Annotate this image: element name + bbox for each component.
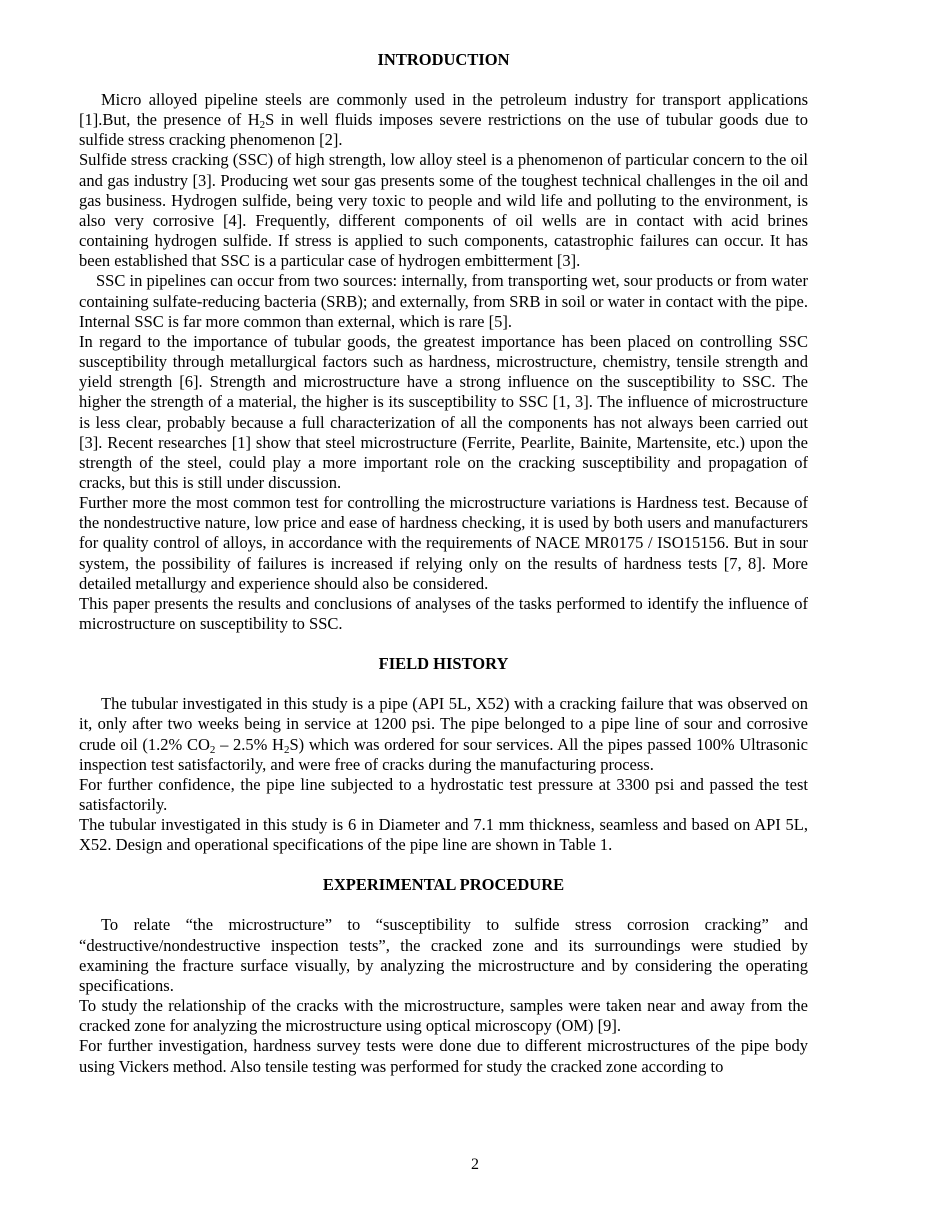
heading-field-history: FIELD HISTORY [378, 654, 509, 674]
field-history-body [79, 694, 808, 855]
section-field-history [79, 654, 808, 855]
page-number: 2 [471, 1156, 479, 1173]
introduction-paragraph-5: Further more the most common test for controlling the microstructure variations is Hardness test. Because of the nondestructive nature, low price and ease of hardness checking, it is used by both users and manufacturers for quality control of alloys, in accordance with the requirements of NACE MR0175 / ISO15156. But in sour system, the possibility of failures is increased if relying only on the results of hardness tests [7, 8]. More detailed metallurgy and experience should also be considered. [79, 493, 808, 593]
introduction-body [79, 90, 808, 634]
field-history-paragraph-3: The tubular investigated in this study is 6 in Diameter and 7.1 mm thickness, seamless and based on API 5L, X52. Design and operational specifications of the pipe line are shown in Table 1. [79, 815, 808, 855]
heading-introduction: INTRODUCTION [377, 50, 510, 69]
field-history-paragraph-2: For further confidence, the pipe line subjected to a hydrostatic test pressure at 3300 psi and passed the test satisfactorily. [79, 774, 808, 814]
section-introduction [79, 50, 808, 634]
heading-experimental-procedure: EXPERIMENTAL PROCEDURE [322, 875, 565, 895]
page-content [79, 50, 808, 1077]
introduction-paragraph-4: In regard to the importance of tubular goods, the greatest importance has been placed on controlling SSC susceptibility through metallurgical factors such as hardness, microstructure, chemistry, tensile strength and yield strength [6]. Strength and microstructure have a strong influence on the susceptibility to SSC. The higher the strength of a material, the higher is its susceptibility to SSC [1, 3]. The influence of microstructure is less clear, probably because a full characterization of all the components has not always been carried out [3]. Recent researches [1] show that steel microstructure (Ferrite, Pearlite, Bainite, Martensite, etc.) upon the strength of the steel, could play a more important role on the cracking susceptibility and propagation of cracks, but this is still under discussion. [79, 331, 808, 492]
experimental-paragraph-1: To relate “the microstructure” to “susceptibility to sulfide stress corrosion cracking” and “destructive/nondestructive inspection tests”, the cracked zone and its surroundings were studied by examining the fracture surface visually, by analyzing the microstructure and by considering the operating specifications. [79, 915, 808, 995]
field-history-paragraph-1: The tubular investigated in this study is a pipe (API 5L, X52) with a cracking failure that was observed on it, only after two weeks being in service at 1200 psi. The pipe belonged to a pipe line of sour and corrosive crude oil (1.2% $CO_2 - 2.5\%$ $H_2S$) which was ordered for sour services. All the pipes passed 100% Ultrasonic inspection test satisfactorily, and were free of cracks during the manufacturing process. [79, 694, 808, 774]
introduction-paragraph-2: Sulfide stress cracking (SSC) of high strength, low alloy steel is a phenomenon of particular concern to the oil and gas industry [3]. Producing wet sour gas presents some of the toughest technical challenges in the oil and gas business. Hydrogen sulfide, being very toxic to people and wild life and polluting to the environment, is also very corrosive [4]. Frequently, different components of oil wells are in contact with acid brines containing hydrogen sulfide. If stress is applied to such components, catastrophic failures can occur. It has been established that SSC is a particular case of hydrogen embitterment [3]. [79, 150, 808, 271]
introduction-paragraph-1: Micro alloyed pipeline steels are commonly used in the petroleum industry for transport applications [1].But, the presence of $H_2S$ in well fluids imposes severe restrictions on the use of tubular goods due to sulfide stress cracking phenomenon [2]. [79, 90, 808, 150]
experimental-paragraph-3: For further investigation, hardness survey tests were done due to different microstructures of the pipe body using Vickers method. Also tensile testing was performed for study the cracked zone according to [79, 1036, 808, 1076]
introduction-paragraph-6: This paper presents the results and conclusions of analyses of the tasks performed to identify the influence of microstructure on susceptibility to SSC. [79, 593, 808, 634]
experimental-paragraph-2: To study the relationship of the cracks with the microstructure, samples were taken near and away from the cracked zone for analyzing the microstructure using optical microscopy (OM) [9]. [79, 996, 808, 1036]
section-experimental-procedure [79, 875, 808, 1076]
experimental-body [79, 915, 808, 1076]
introduction-paragraph-3: SSC in pipelines can occur from two sources: internally, from transporting wet, sour products or from water containing sulfate-reducing bacteria (SRB); and externally, from SRB in soil or water in contact with the pipe. Internal SSC is far more common than external, which is rare [5]. [79, 271, 808, 331]
